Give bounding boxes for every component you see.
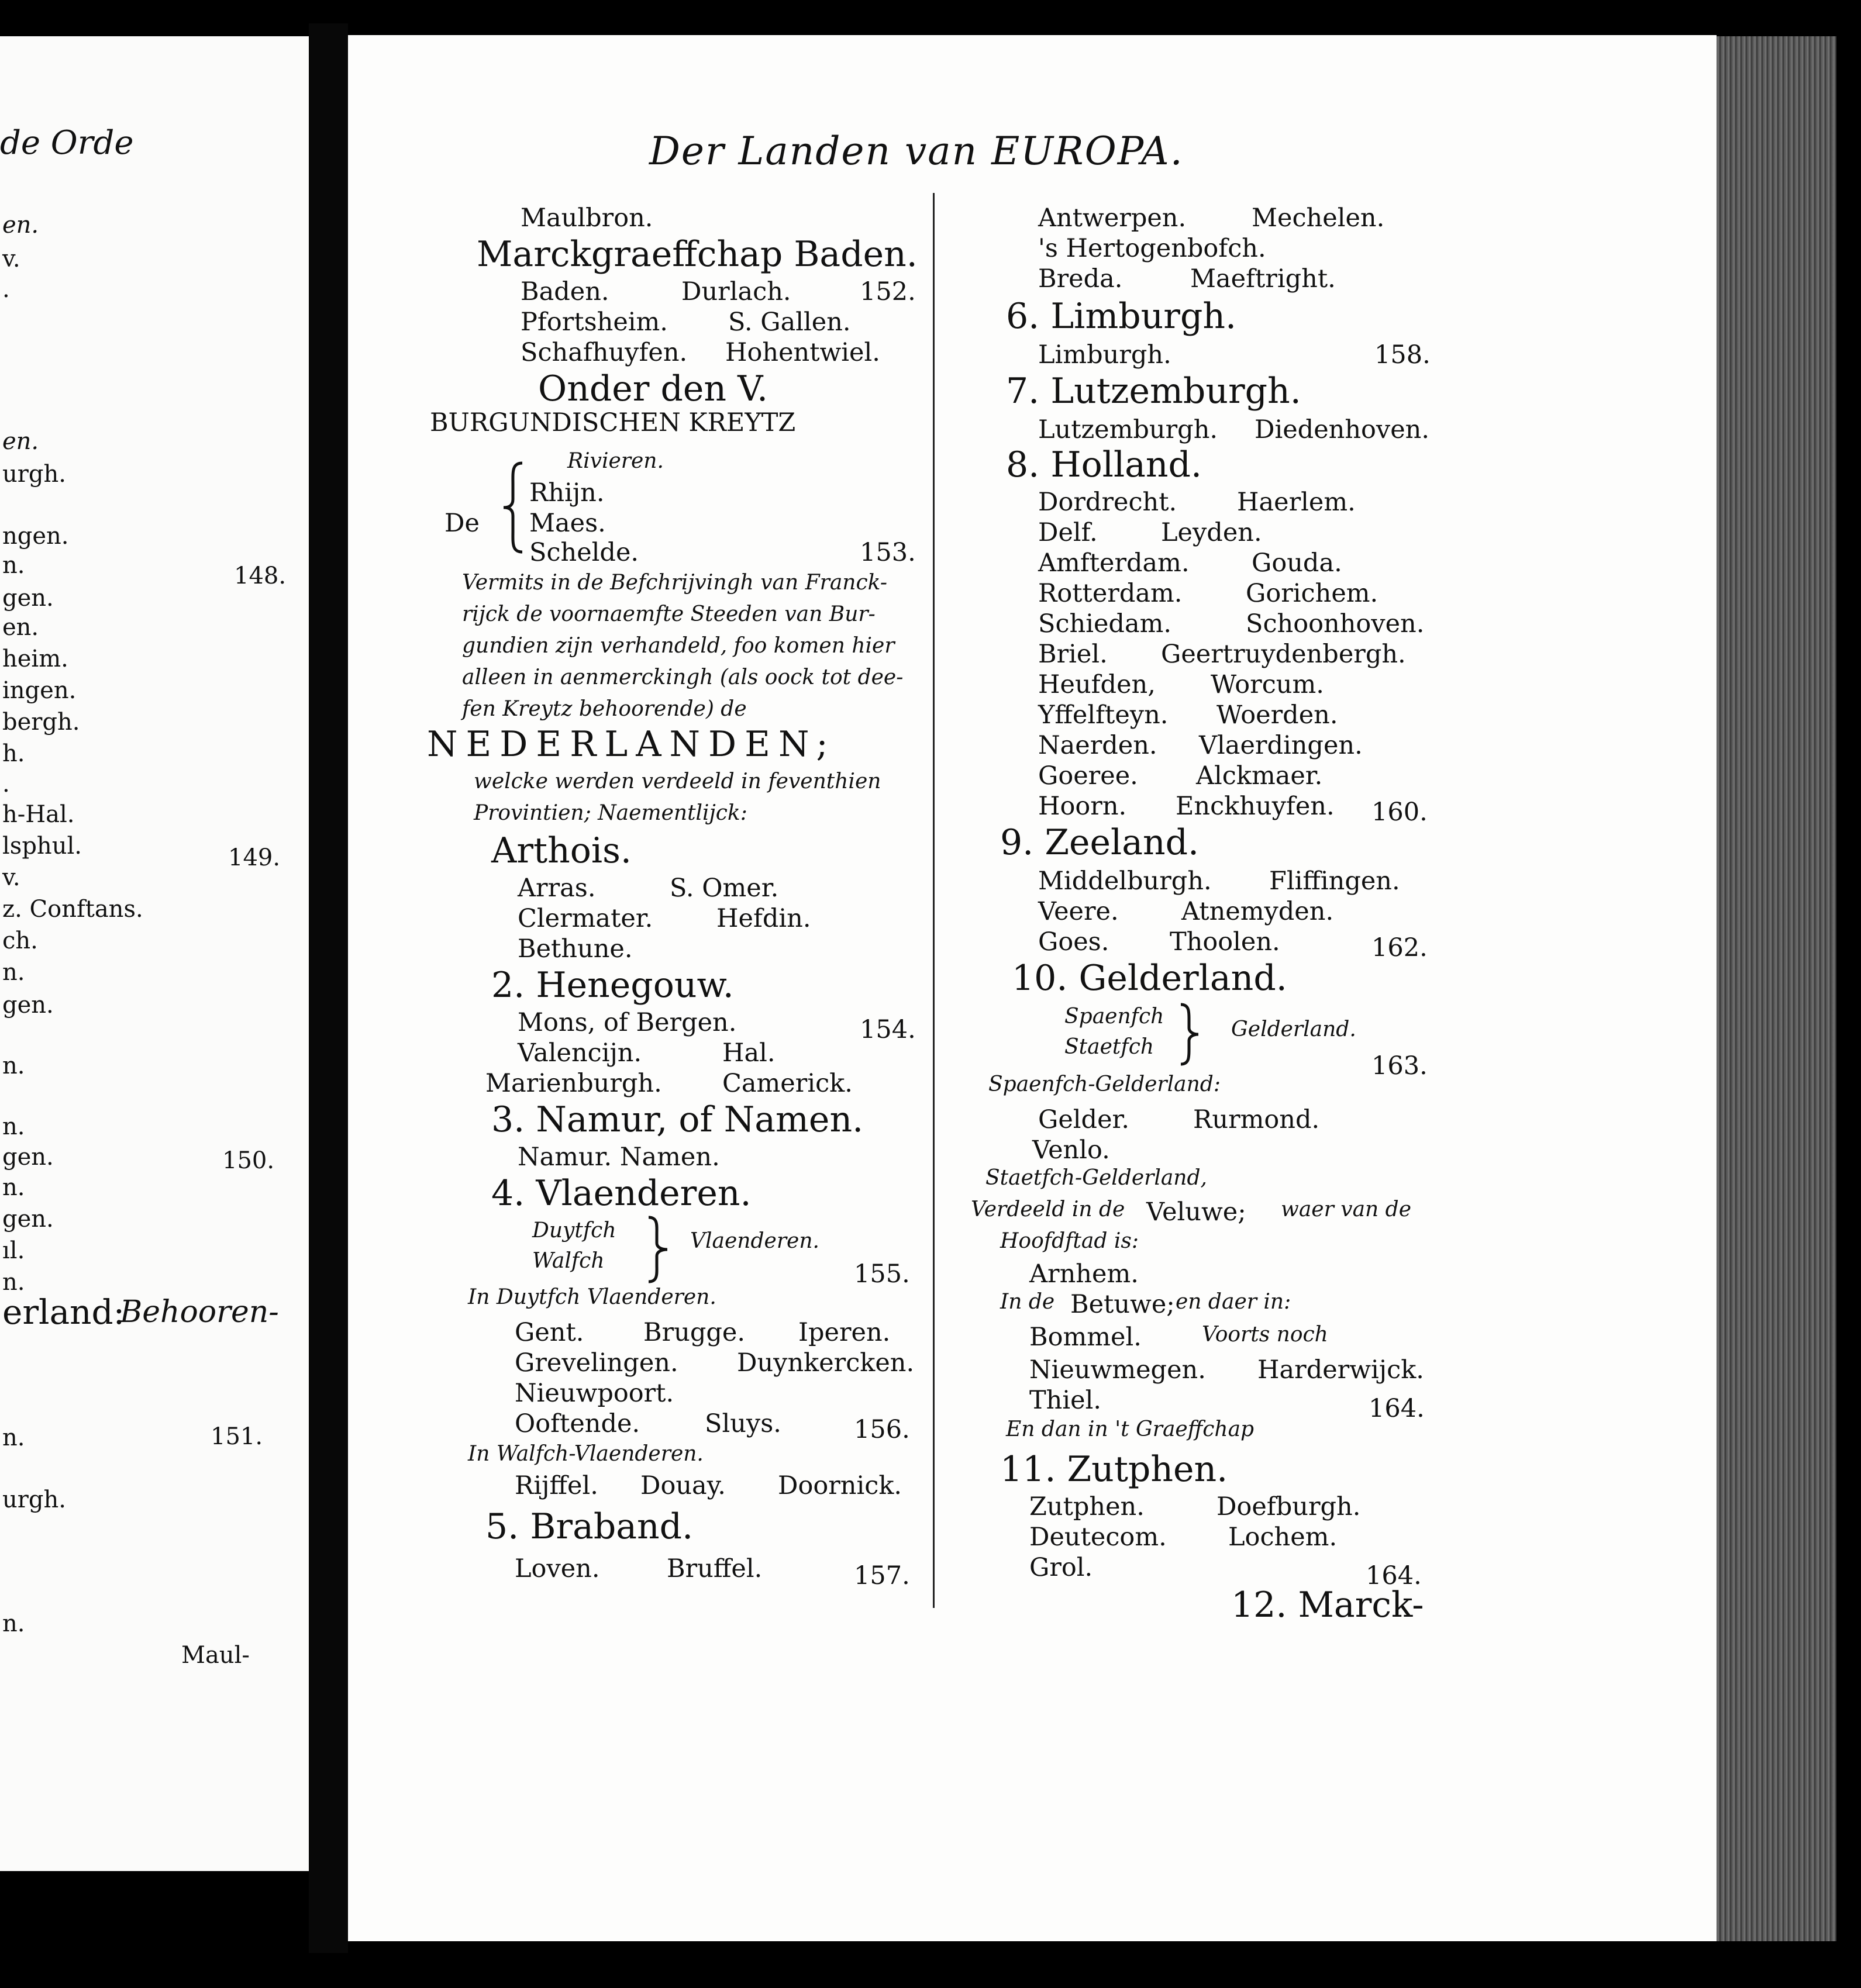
left-page-section-heading: erland: bbox=[2, 1292, 125, 1332]
left-page-line: ıl. bbox=[2, 1237, 25, 1264]
left-column-line: Hal. bbox=[722, 1038, 776, 1068]
right-column-line: Voorts noch bbox=[1202, 1323, 1328, 1347]
right-column-line: Atnemyden. bbox=[1181, 897, 1334, 926]
left-column-line: Loven. bbox=[515, 1554, 600, 1583]
right-column-line: Veluwe; bbox=[1146, 1197, 1246, 1227]
right-column-line: Rurmond. bbox=[1193, 1105, 1320, 1134]
right-column-line: Leyden. bbox=[1161, 518, 1262, 547]
left-column-line: Ooftende. bbox=[515, 1409, 640, 1438]
right-column-line: Nieuwmegen. bbox=[1029, 1355, 1206, 1385]
left-column-line: Onder den V. bbox=[538, 368, 768, 409]
brace-gelderland bbox=[1177, 1002, 1203, 1067]
left-column-line: Rhijn. bbox=[529, 478, 605, 508]
left-column-line: Baden. bbox=[521, 277, 609, 306]
left-page-line: h-Hal. bbox=[2, 801, 75, 828]
right-column-line: Hoorn. bbox=[1038, 792, 1127, 821]
left-column-line: Rijffel. bbox=[515, 1471, 598, 1500]
left-page-line: n. bbox=[2, 1052, 25, 1079]
right-column-line: en daer in: bbox=[1176, 1290, 1291, 1314]
right-column-line: 8. Holland. bbox=[1006, 444, 1202, 485]
left-column-line: Durlach. bbox=[681, 277, 791, 306]
left-column-line: Namur. Namen. bbox=[518, 1143, 720, 1172]
left-column-line: S. Omer. bbox=[670, 874, 779, 903]
right-column-line: Delf. bbox=[1038, 518, 1098, 547]
right-column-line: Thoolen. bbox=[1170, 927, 1280, 957]
left-page-line: en. bbox=[2, 428, 39, 455]
right-column-line: Amfterdam. bbox=[1038, 548, 1190, 578]
left-column-line: Doornick. bbox=[778, 1471, 902, 1500]
left-column-line: Nieuwpoort. bbox=[515, 1379, 674, 1408]
left-page-line: ingen. bbox=[2, 677, 77, 704]
right-column-line: Schiedam. bbox=[1038, 609, 1172, 638]
right-page bbox=[348, 35, 1717, 1941]
left-page-line: bergh. bbox=[2, 709, 80, 736]
right-column-line: 9. Zeeland. bbox=[1000, 822, 1200, 863]
left-page-line: en. bbox=[2, 614, 39, 641]
right-column-line: Hoofdftad is: bbox=[1000, 1229, 1139, 1253]
left-page-line: gen. bbox=[2, 585, 54, 612]
left-page-line: heim. bbox=[2, 646, 68, 672]
left-page-number-line: 149. bbox=[228, 844, 281, 871]
left-column-line: Gent. bbox=[515, 1318, 584, 1347]
left-page-section-heading-italic: Behooren- bbox=[120, 1295, 279, 1330]
left-column-line: Marckgraeffchap Baden. bbox=[477, 234, 918, 275]
right-column-line: 160. bbox=[1371, 798, 1428, 827]
left-page-line: n. bbox=[2, 552, 25, 579]
left-page-line: n. bbox=[2, 1424, 25, 1451]
right-column-line: Doefburgh. bbox=[1216, 1492, 1361, 1521]
left-column-line: 4. Vlaenderen. bbox=[491, 1173, 752, 1214]
left-column-line: Arthois. bbox=[491, 830, 632, 871]
left-column-line: 154. bbox=[860, 1015, 916, 1044]
left-page-line: ngen. bbox=[2, 523, 69, 550]
right-column-line: Lochem. bbox=[1228, 1523, 1338, 1552]
left-page-line: lsphul. bbox=[2, 833, 82, 860]
left-column-line: Douay. bbox=[640, 1471, 726, 1500]
brace-rivieren bbox=[499, 461, 528, 554]
brace-vlaenderen bbox=[645, 1215, 672, 1284]
right-column-line: In de bbox=[1000, 1290, 1055, 1314]
right-column-line: Gelderland. bbox=[1231, 1017, 1356, 1041]
left-page-line: n. bbox=[2, 959, 25, 986]
right-column-line: Alckmaer. bbox=[1196, 761, 1323, 791]
right-column-line: 158. bbox=[1374, 340, 1431, 370]
right-column-line: 12. Marck- bbox=[1231, 1585, 1424, 1625]
right-column-line: Middelburgh. bbox=[1038, 867, 1212, 896]
left-page-number-line: 150. bbox=[222, 1147, 275, 1174]
left-column-line: BURGUNDISCHEN KREYTZ bbox=[430, 408, 796, 437]
left-column-line: Duynkercken. bbox=[737, 1348, 915, 1378]
right-column-line: Worcum. bbox=[1211, 670, 1324, 699]
right-column-line: Gouda. bbox=[1252, 548, 1342, 578]
right-column-line: Gorichem. bbox=[1246, 579, 1378, 608]
left-column-line: Maes. bbox=[529, 509, 606, 538]
right-column-line: Schoonhoven. bbox=[1246, 609, 1425, 638]
left-page bbox=[0, 36, 309, 1871]
left-column-line: Schelde. bbox=[529, 538, 639, 567]
right-column-line: Staetfch-Gelderland, bbox=[985, 1166, 1207, 1190]
left-page-line: ch. bbox=[2, 927, 38, 954]
left-page-line: . bbox=[2, 276, 10, 303]
left-page-line: n. bbox=[2, 1174, 25, 1201]
left-column-line: Brugge. bbox=[643, 1318, 746, 1347]
right-column-line: Goeree. bbox=[1038, 761, 1138, 791]
left-page-line: v. bbox=[2, 864, 20, 891]
right-column-line: Dordrecht. bbox=[1038, 488, 1177, 517]
right-column-line: Zutphen. bbox=[1029, 1492, 1145, 1521]
left-catchword: Maul- bbox=[181, 1642, 250, 1669]
right-column-line: Harderwijck. bbox=[1257, 1355, 1424, 1385]
left-column-line: NEDERLANDEN; bbox=[427, 724, 836, 765]
left-column-line: Arras. bbox=[518, 874, 596, 903]
right-column-line: Deutecom. bbox=[1029, 1523, 1167, 1552]
left-page-line: h. bbox=[2, 740, 25, 767]
right-column-line: Naerden. bbox=[1038, 731, 1157, 760]
right-column-line: Vlaerdingen. bbox=[1199, 731, 1363, 760]
right-column-line: Betuwe; bbox=[1070, 1290, 1175, 1319]
right-column-line: 7. Lutzemburgh. bbox=[1006, 371, 1301, 412]
left-page-line: en. bbox=[2, 212, 39, 239]
left-column-line: Sluys. bbox=[705, 1409, 781, 1438]
right-column-line: Woerden. bbox=[1216, 700, 1338, 730]
left-page-line: n. bbox=[2, 1610, 25, 1637]
right-column-line: Diedenhoven. bbox=[1255, 415, 1430, 444]
left-column-line: Schafhuyfen. bbox=[521, 338, 688, 367]
right-column-line: Verdeeld in de bbox=[971, 1197, 1125, 1221]
right-column-line: Goes. bbox=[1038, 927, 1109, 957]
right-column-line: Mechelen. bbox=[1252, 203, 1385, 233]
right-column-line: 's Hertogenbofch. bbox=[1038, 234, 1266, 263]
book-gutter bbox=[309, 23, 348, 1953]
right-column-line: Fliffingen. bbox=[1269, 867, 1400, 896]
right-column-line: Staetfch bbox=[1064, 1035, 1154, 1059]
column-divider bbox=[933, 193, 935, 1608]
left-page-line: urgh. bbox=[2, 1486, 66, 1513]
left-column-line: Pfortsheim. bbox=[521, 308, 668, 337]
right-column-line: Yffelfteyn. bbox=[1038, 700, 1169, 730]
right-column-line: Haerlem. bbox=[1237, 488, 1356, 517]
left-column-line: 156. bbox=[854, 1415, 910, 1444]
right-column-line: 10. Gelderland. bbox=[1012, 958, 1287, 999]
right-column-line: waer van de bbox=[1281, 1197, 1412, 1221]
right-column-line: Geertruydenbergh. bbox=[1161, 640, 1406, 669]
left-page-line: urgh. bbox=[2, 461, 66, 488]
left-page-line: gen. bbox=[2, 992, 54, 1019]
right-column-line: Spaenfch-Gelderland: bbox=[988, 1072, 1221, 1096]
left-column-line: 5. Braband. bbox=[485, 1506, 694, 1547]
left-column-line: Vermits in de Befchrijvingh van Franck- bbox=[462, 571, 887, 595]
left-page-line: v. bbox=[2, 246, 20, 272]
right-column-line: 163. bbox=[1371, 1051, 1428, 1081]
right-column-line: Maeftright. bbox=[1190, 264, 1336, 294]
left-column-line: welcke werden verdeeld in feventhien bbox=[474, 769, 881, 793]
left-page-line: . bbox=[2, 771, 10, 798]
left-column-line: In Duytfch Vlaenderen. bbox=[468, 1285, 716, 1309]
left-page-number-line: 148. bbox=[234, 562, 287, 589]
left-column-line: alleen in aenmerckingh (als oock tot dee- bbox=[462, 665, 904, 689]
left-column-line: De bbox=[444, 509, 480, 538]
left-page-line: n. bbox=[2, 1269, 25, 1296]
left-column-line: Hohentwiel. bbox=[725, 338, 880, 367]
left-column-line: S. Gallen. bbox=[728, 308, 851, 337]
right-column-line: Heufden, bbox=[1038, 670, 1156, 699]
right-column-line: Briel. bbox=[1038, 640, 1108, 669]
left-column-line: Hefdin. bbox=[716, 904, 811, 933]
right-column-line: Enckhuyfen. bbox=[1176, 792, 1335, 821]
left-column-line: Walfch bbox=[532, 1249, 605, 1273]
left-page-number-line: 151. bbox=[211, 1423, 263, 1450]
left-page-line: n. bbox=[2, 1113, 25, 1140]
left-column-line: Bruffel. bbox=[667, 1554, 763, 1583]
right-column-line: Arnhem. bbox=[1029, 1259, 1139, 1289]
right-column-line: 164. bbox=[1366, 1561, 1422, 1590]
right-column-line: Breda. bbox=[1038, 264, 1123, 294]
right-column-line: 164. bbox=[1369, 1394, 1425, 1423]
left-page-line: gen. bbox=[2, 1206, 54, 1233]
left-column-line: 152. bbox=[860, 277, 916, 306]
left-column-line: gundien zijn verhandeld, foo komen hier bbox=[462, 634, 895, 658]
left-column-line: Camerick. bbox=[722, 1069, 853, 1098]
left-column-line: rijck de voornaemfte Steeden van Bur- bbox=[462, 602, 876, 626]
right-column-line: Spaenfch bbox=[1064, 1005, 1164, 1028]
left-page-line: gen. bbox=[2, 1144, 54, 1171]
right-column-line: Limburgh. bbox=[1038, 340, 1171, 370]
left-column-line: Maulbron. bbox=[521, 203, 653, 233]
left-running-head: de Orde bbox=[0, 124, 134, 162]
right-column-line: Thiel. bbox=[1029, 1386, 1101, 1415]
left-column-line: 153. bbox=[860, 538, 916, 567]
right-column-line: Antwerpen. bbox=[1038, 203, 1187, 233]
left-column-line: 155. bbox=[854, 1259, 910, 1289]
right-column-line: 11. Zutphen. bbox=[1000, 1449, 1228, 1490]
right-column-line: 162. bbox=[1371, 933, 1428, 962]
left-column-line: In Walfch-Vlaenderen. bbox=[468, 1442, 704, 1466]
left-column-line: Valencijn. bbox=[518, 1038, 642, 1068]
left-column-line: Rivieren. bbox=[567, 449, 664, 473]
right-column-line: 6. Limburgh. bbox=[1006, 296, 1237, 337]
left-column-line: 2. Henegouw. bbox=[491, 965, 734, 1006]
right-column-line: Venlo. bbox=[1032, 1135, 1110, 1165]
right-column-line: Veere. bbox=[1038, 897, 1119, 926]
right-column-line: Gelder. bbox=[1038, 1105, 1130, 1134]
left-column-line: Duytfch bbox=[532, 1219, 616, 1242]
left-column-line: Grevelingen. bbox=[515, 1348, 678, 1378]
left-column-line: Bethune. bbox=[518, 934, 633, 964]
left-column-line: Marienburgh. bbox=[485, 1069, 662, 1098]
left-column-line: Provintien; Naementlijck: bbox=[474, 801, 747, 825]
right-column-line: Rotterdam. bbox=[1038, 579, 1183, 608]
right-column-line: En dan in 't Graeffchap bbox=[1006, 1417, 1255, 1441]
left-page-line: z. Conftans. bbox=[2, 896, 143, 923]
left-column-line: 157. bbox=[854, 1561, 910, 1590]
right-column-line: Lutzemburgh. bbox=[1038, 415, 1218, 444]
page-title: Der Landen van EUROPA. bbox=[649, 129, 1184, 174]
left-column-line: Iperen. bbox=[798, 1318, 891, 1347]
right-column-line: Bommel. bbox=[1029, 1323, 1142, 1352]
right-column-line: Grol. bbox=[1029, 1553, 1093, 1582]
left-column-line: Mons, of Bergen. bbox=[518, 1008, 737, 1037]
page-edge-stack bbox=[1717, 36, 1836, 1941]
left-column-line: Vlaenderen. bbox=[690, 1229, 819, 1253]
left-column-line: 3. Namur, of Namen. bbox=[491, 1099, 864, 1140]
left-column-line: Clermater. bbox=[518, 904, 653, 933]
left-column-line: fen Kreytz behoorende) de bbox=[462, 697, 747, 721]
